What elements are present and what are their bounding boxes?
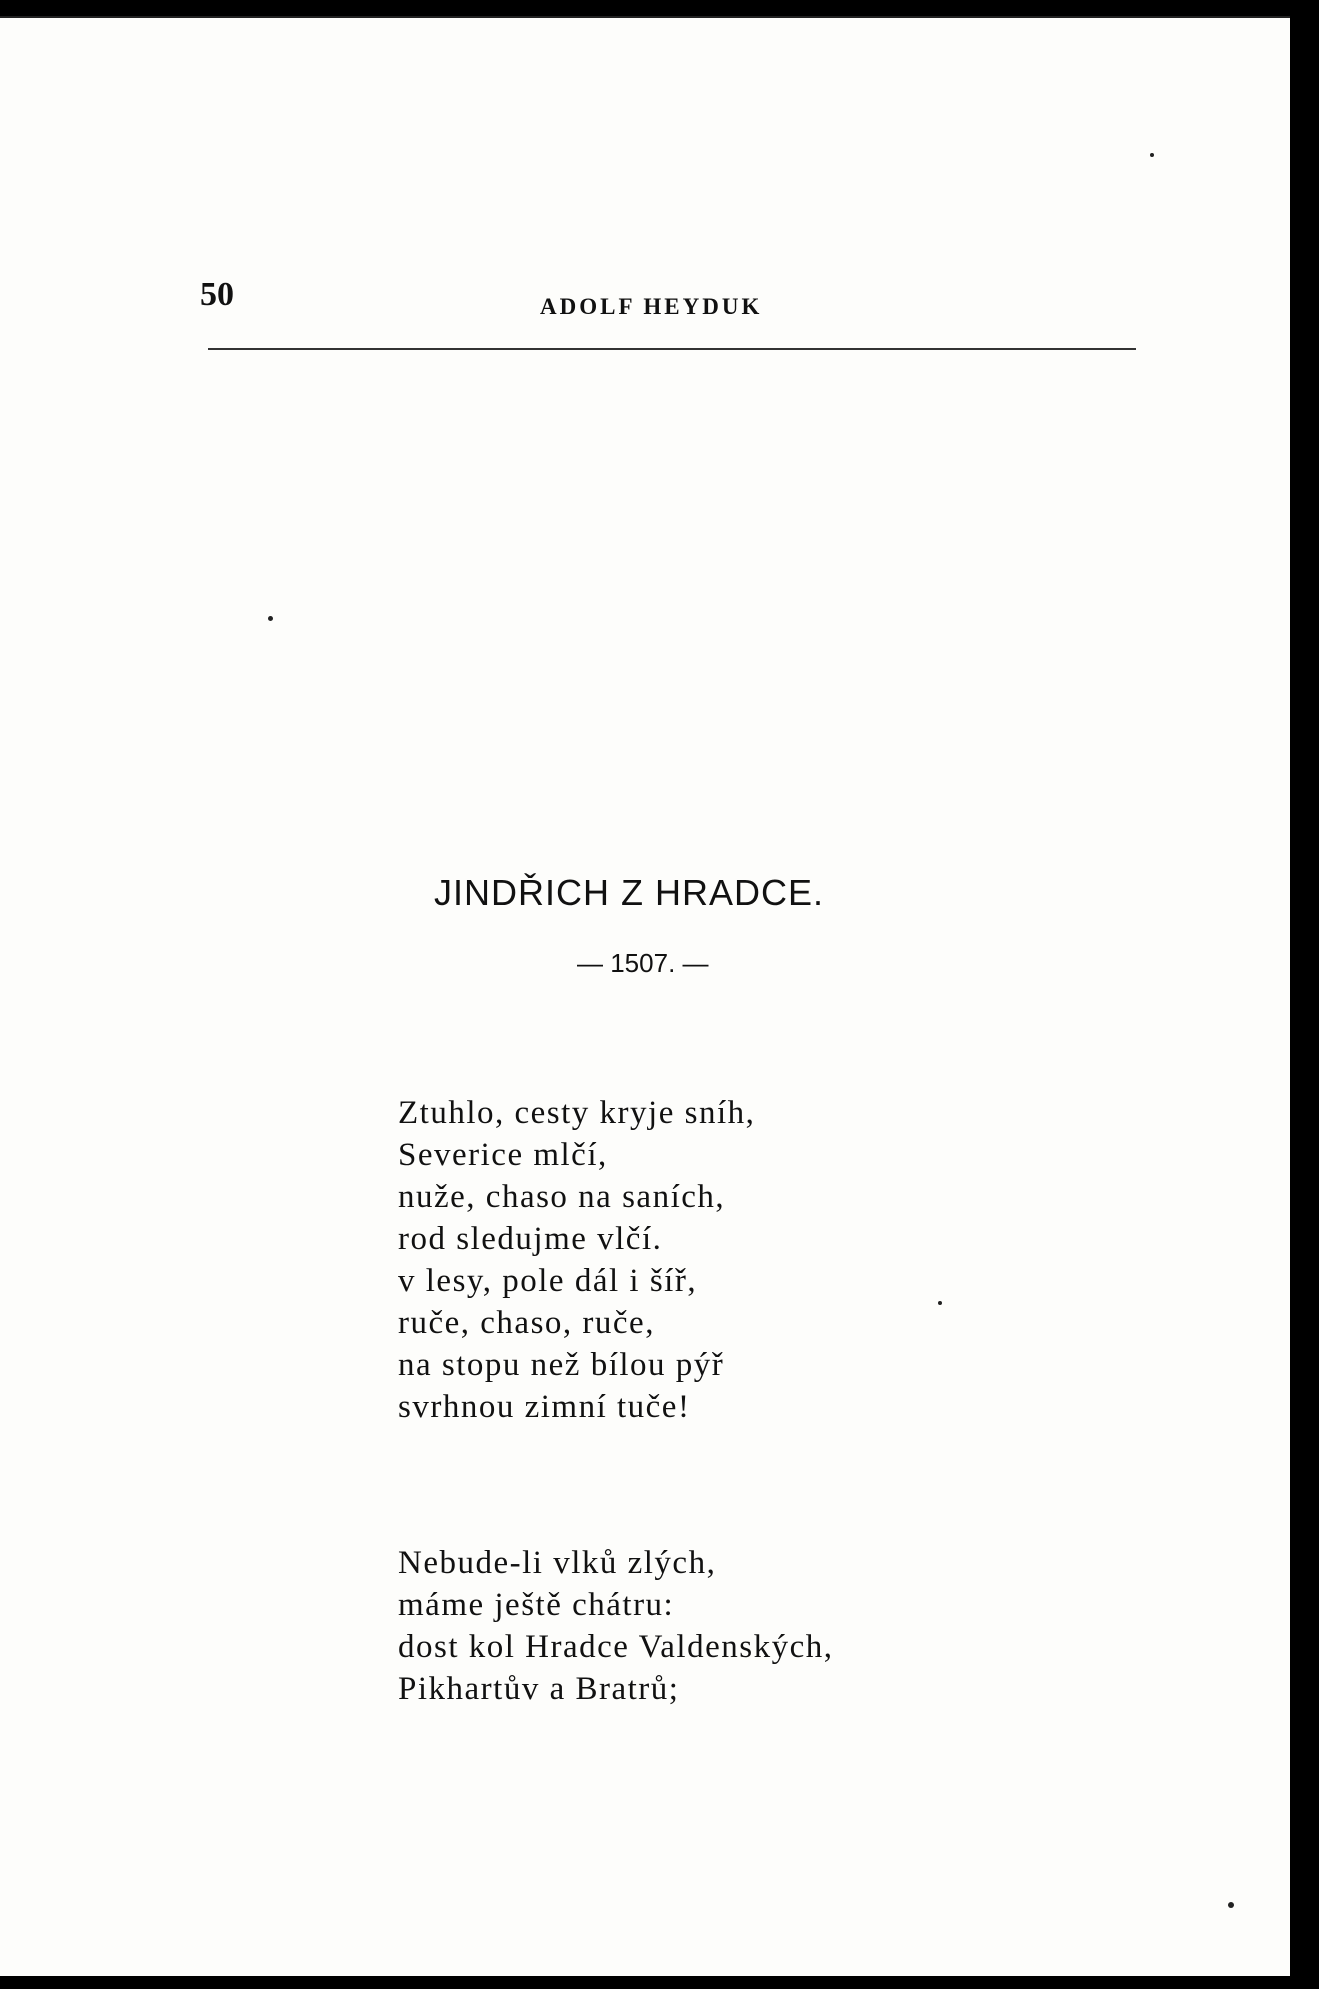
poem-year: — 1507. — — [577, 948, 709, 978]
ink-speck — [1228, 1902, 1234, 1908]
poem-line: rod sledujme vlčí. — [398, 1221, 663, 1257]
poem-title: JINDŘICH Z HRADCE. — [434, 872, 825, 913]
ink-speck — [268, 616, 273, 621]
poem-line: Severice mlčí, — [398, 1137, 608, 1173]
poem-line: na stopu než bílou pýř — [398, 1347, 725, 1383]
poem-line: Ztuhlo, cesty kryje sníh, — [398, 1095, 756, 1131]
running-head: ADOLF HEYDUK — [540, 294, 763, 319]
poem-line: svrhnou zimní tuče! — [398, 1389, 691, 1425]
stanza-1 — [398, 1092, 755, 1428]
poem-line: Nebude-li vlků zlých, — [398, 1545, 717, 1581]
poem-line: máme ještě chátru: — [398, 1587, 675, 1623]
poem-line: nuže, chaso na saních, — [398, 1179, 726, 1215]
poem-line: v lesy, pole dál i šíř, — [398, 1263, 698, 1299]
book-page — [0, 16, 1290, 1976]
ink-speck — [1150, 153, 1154, 157]
ink-speck — [938, 1301, 942, 1305]
poem-line: ruče, chaso, ruče, — [398, 1305, 655, 1341]
poem-line: dost kol Hradce Valdenských, — [398, 1629, 834, 1665]
header-rule — [208, 348, 1136, 350]
stanza-2 — [398, 1542, 833, 1710]
poem-line: Pikhartův a Bratrů; — [398, 1671, 680, 1707]
page-number: 50 — [200, 276, 234, 313]
